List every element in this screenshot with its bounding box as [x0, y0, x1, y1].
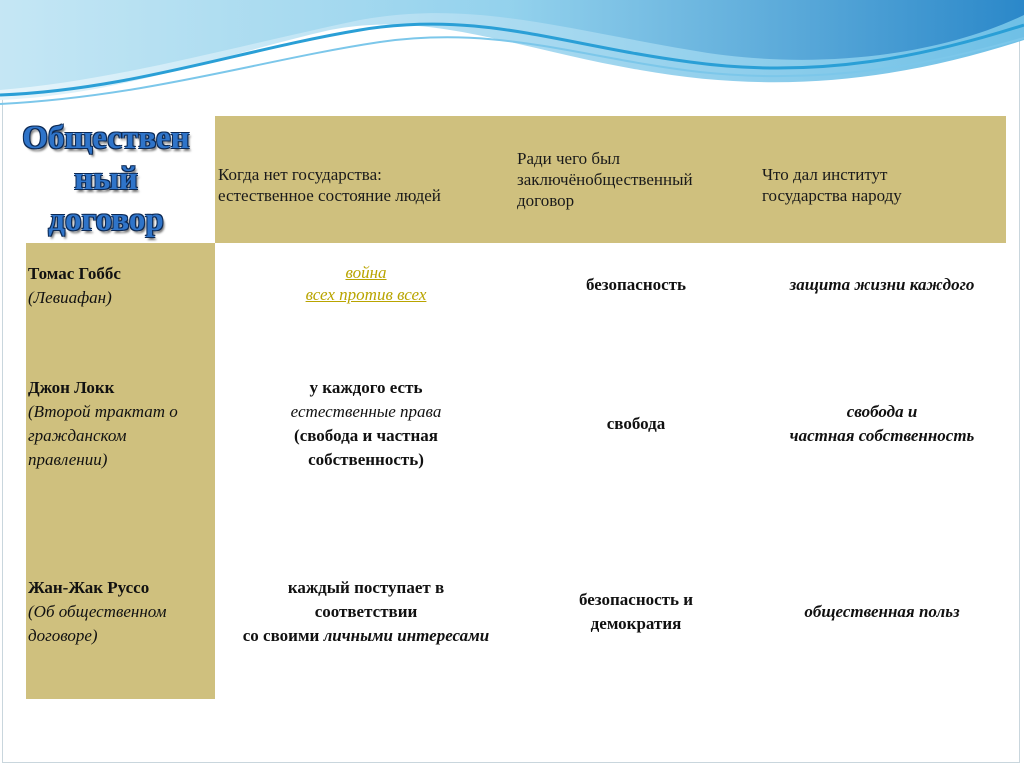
author-work: (Второй трактат о — [28, 402, 178, 421]
reason-cell: безопасность — [585, 275, 687, 294]
reason-cell: безопасность и демократия — [578, 590, 694, 633]
result-cell: свобода и частная собственность — [789, 402, 975, 445]
table-row: Жан-Жак Руссо (Об общественном договоре) — [28, 576, 213, 648]
table-row — [28, 262, 213, 310]
state-of-nature-cell: война всех против всех — [305, 263, 427, 304]
table-row: Джон Локк (Второй трактат о гражданском правлении) — [28, 376, 213, 472]
header-contract-reason: Ради чего был заключёнобщественный договор — [517, 149, 693, 210]
reason-cell: свобода — [606, 414, 666, 433]
result-cell: защита жизни каждого — [789, 275, 975, 294]
slide-title — [10, 118, 202, 241]
header-state-benefit: Что дал институт государства народу — [762, 165, 902, 205]
title-line-1: Обществен — [22, 120, 190, 156]
wave-decoration — [0, 0, 1024, 120]
state-of-nature-cell: каждый поступает в соответствии со своими личными интересами — [242, 578, 490, 645]
header-state-of-nature: Когда нет государства: естественное состояние людей — [218, 165, 441, 205]
author-name: Жан-Жак Руссо — [28, 578, 150, 597]
author-work: (Левиафан) — [28, 288, 112, 307]
state-of-nature-cell: у каждого есть естественные права (свобода и частная собственность) — [290, 378, 442, 469]
author-name: Томас Гоббс — [28, 264, 121, 283]
result-cell: общественная польз — [804, 602, 960, 621]
title-line-2: ный — [74, 161, 138, 197]
author-name: Джон Локк — [28, 378, 115, 397]
author-work: (Об общественном — [28, 602, 167, 621]
title-line-3: договор — [48, 202, 164, 238]
